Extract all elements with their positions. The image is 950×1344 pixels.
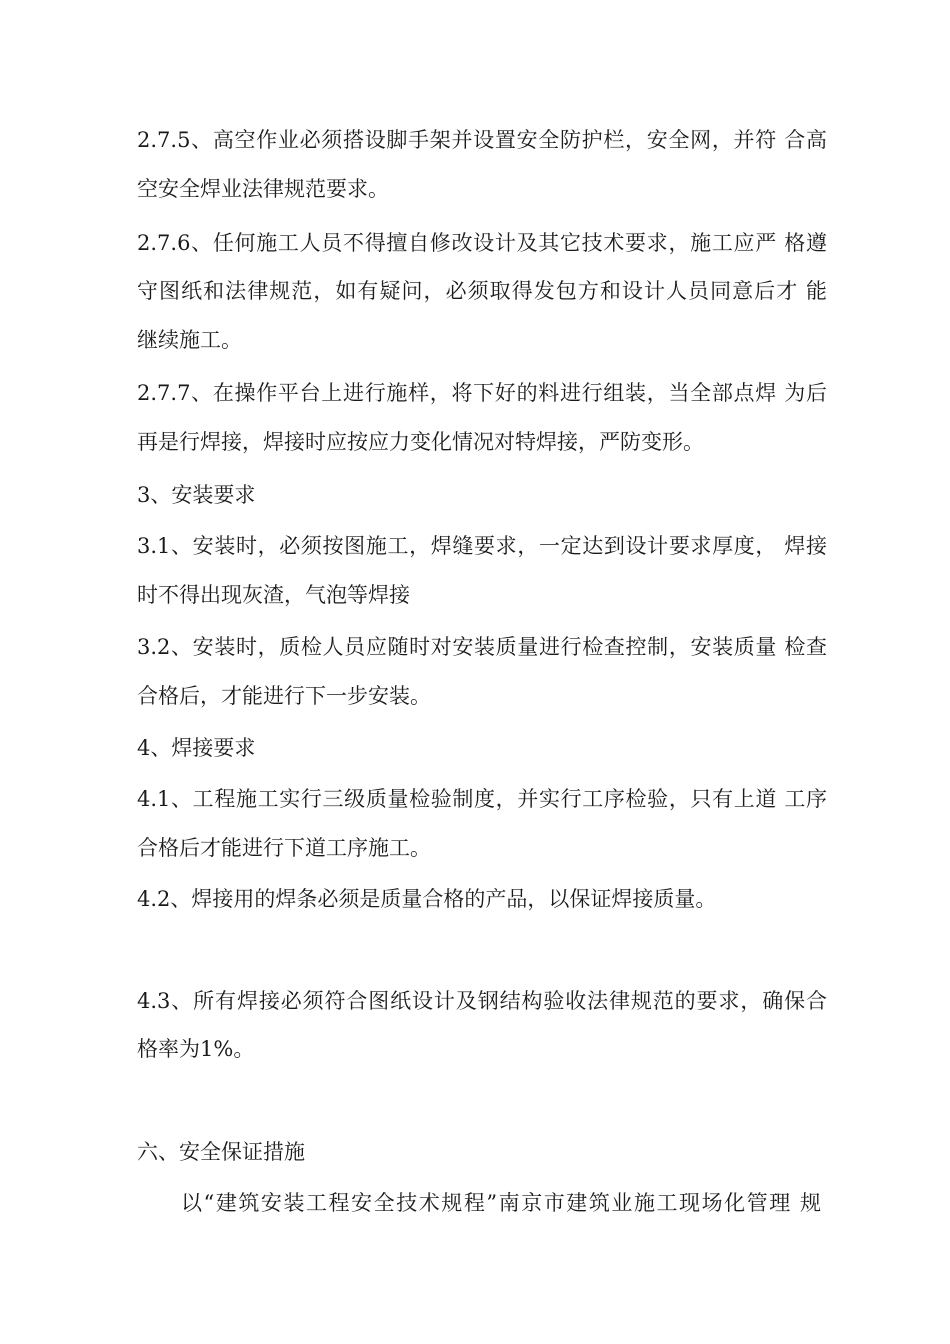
text-line-safety-intro: 以“建筑安装工程安全技术规程”南京市建筑业施工现场化管理 规	[181, 1191, 821, 1215]
text-line-2-7-7: 2.7.7、在操作平台上进行施样，将下好的料进行组装，当全部点焊 为后	[137, 381, 827, 405]
text-line-4-2: 4.2、焊接用的焊条必须是质量合格的产品，以保证焊接质量。	[137, 887, 717, 911]
text-line-4-1: 4.1、工程施工实行三级质量检验制度，并实行工序检验，只有上道 工序	[137, 787, 827, 811]
text-line: 空安全焊业法律规范要求。	[137, 177, 389, 201]
text-line: 守图纸和法律规范，如有疑问，必须取得发包方和设计人员同意后才 能	[137, 279, 827, 303]
text-line-2-7-5: 2.7.5、高空作业必须搭设脚手架并设置安全防护栏，安全网，并符 合高	[137, 128, 827, 152]
text-line-4-3: 4.3、所有焊接必须符合图纸设计及钢结构验收法律规范的要求，确保合	[137, 989, 827, 1013]
text-line-3-2: 3.2、安装时，质检人员应随时对安装质量进行检查控制，安装质量 检查	[137, 635, 827, 659]
section-heading-welding: 4、焊接要求	[137, 736, 256, 760]
text-line: 继续施工。	[137, 328, 242, 352]
section-heading-safety: 六、安全保证措施	[137, 1140, 305, 1164]
text-line: 合格后，才能进行下一步安装。	[137, 684, 431, 708]
text-line-3-1: 3.1、安装时，必须按图施工，焊缝要求，一定达到设计要求厚度， 焊接	[137, 534, 827, 558]
section-heading-install: 3、安装要求	[137, 483, 256, 507]
text-line: 再是行焊接，焊接时应按应力变化情况对特焊接，严防变形。	[137, 430, 704, 454]
text-line: 时不得出现灰渣，气泡等焊接	[137, 583, 410, 607]
text-line-2-7-6: 2.7.6、任何施工人员不得擅自修改设计及其它技术要求，施工应严 格遵	[137, 231, 827, 255]
text-line: 合格后才能进行下道工序施工。	[137, 836, 431, 860]
text-line: 格率为1%。	[137, 1037, 255, 1061]
